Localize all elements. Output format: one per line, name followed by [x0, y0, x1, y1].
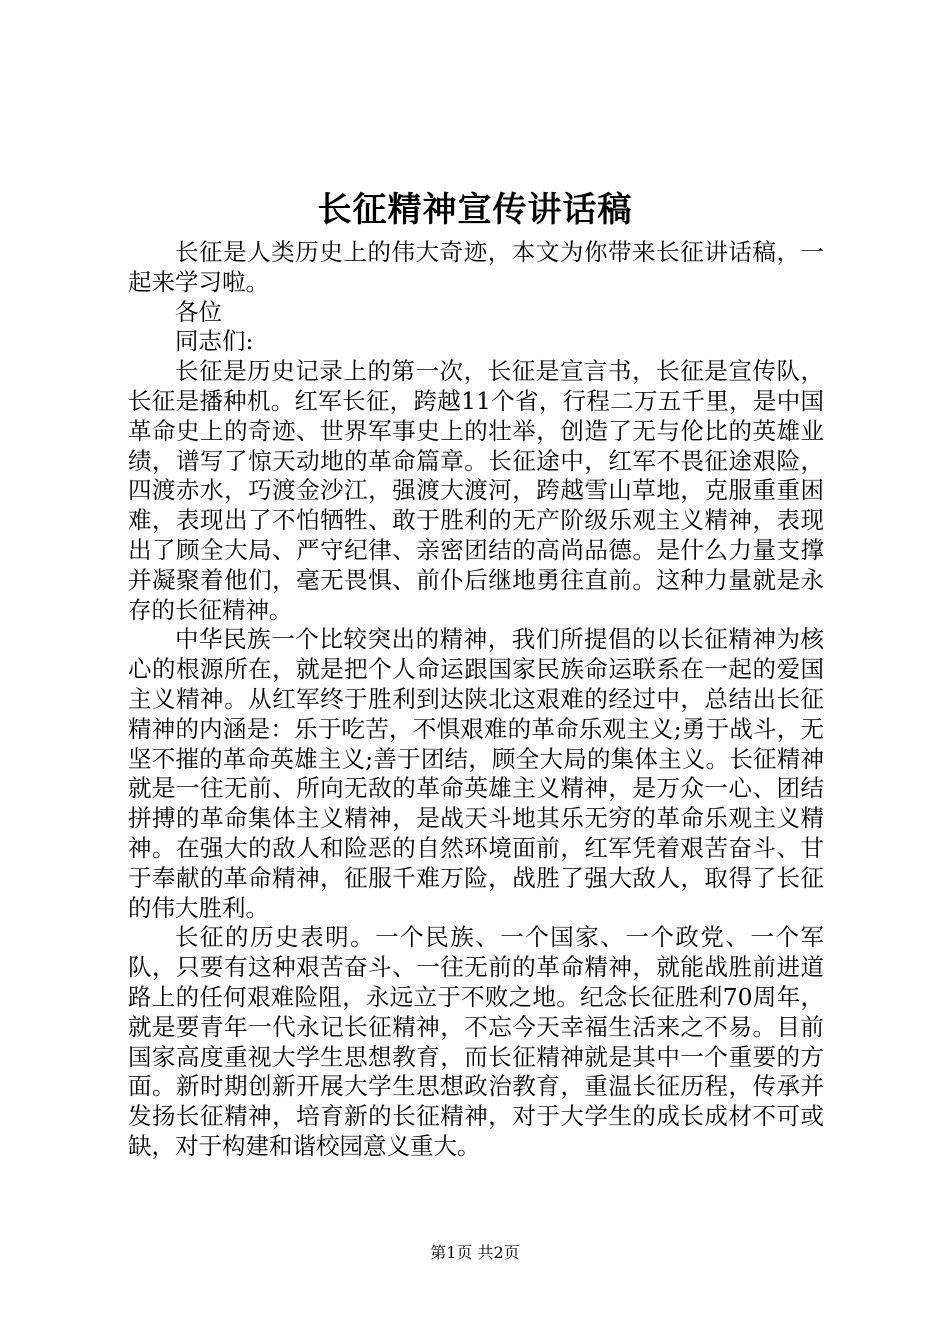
- paragraph-body-1: 长征是历史记录上的第一次，长征是宣言书，长征是宣传队，长征是播种机。红军长征，跨越11个省，行程二万五千里，是中国革命史上的奇迹、世界军事史上的壮举，创造了无与伦比的英雄业绩，谱写了惊天动地的革命篇章。长征途中，红军不畏征途艰险，四渡赤水，巧渡金沙江，强渡大渡河，跨越雪山草地，克服重重困难，表现出了不怕牺牲、敢于胜利的无产阶级乐观主义精神，表现出了顾全大局、严守纪律、亲密团结的高尚品德。是什么力量支撑并凝聚着他们，毫无畏惧、前仆后继地勇往直前。这种力量就是永存的长征精神。: [128, 357, 824, 624]
- paragraph-salutation-1: 各位: [175, 297, 222, 326]
- document-body: [128, 238, 824, 1162]
- paragraph-body-2: 中华民族一个比较突出的精神，我们所提倡的以长征精神为核心的根源所在，就是把个人命运跟国家民族命运联系在一起的爱国主义精神。从红军终于胜利到达陕北这艰难的经过中，总结出长征精神的内涵是：乐于吃苦，不惧艰难的革命乐观主义;勇于战斗，无坚不摧的革命英雄主义;善于团结，顾全大局的集体主义。长征精神就是一往无前、所向无敌的革命英雄主义精神，是万众一心、团结拼搏的革命集体主义精神，是战天斗地其乐无穷的革命乐观主义精神。在强大的敌人和险恶的自然环境面前，红军凭着艰苦奋斗、甘于奉献的革命精神，征服千难万险，战胜了强大敌人，取得了长征的伟大胜利。: [128, 625, 824, 922]
- paragraph-salutation-2: 同志们:: [175, 327, 254, 356]
- paragraph-body-3: 长征的历史表明。一个民族、一个国家、一个政党、一个军队，只要有这种艰苦奋斗、一往无前的革命精神，就能战胜前进道路上的任何艰难险阻，永远立于不败之地。纪念长征胜利70周年，就是要青年一代永记长征精神，不忘今天幸福生活来之不易。目前国家高度重视大学生思想教育，而长征精神就是其中一个重要的方面。新时期创新开展大学生思想政治教育，重温长征历程，传承并发扬长征精神，培育新的长征精神，对于大学生的成长成材不可或缺，对于构建和谐校园意义重大。: [128, 923, 824, 1160]
- paragraph-intro: 长征是人类历史上的伟大奇迹，本文为你带来长征讲话稿，一起来学习啦。: [128, 238, 824, 296]
- page-footer: 第1页 共2页: [430, 1243, 520, 1262]
- document-title: 长征精神宣传讲话稿: [317, 190, 633, 230]
